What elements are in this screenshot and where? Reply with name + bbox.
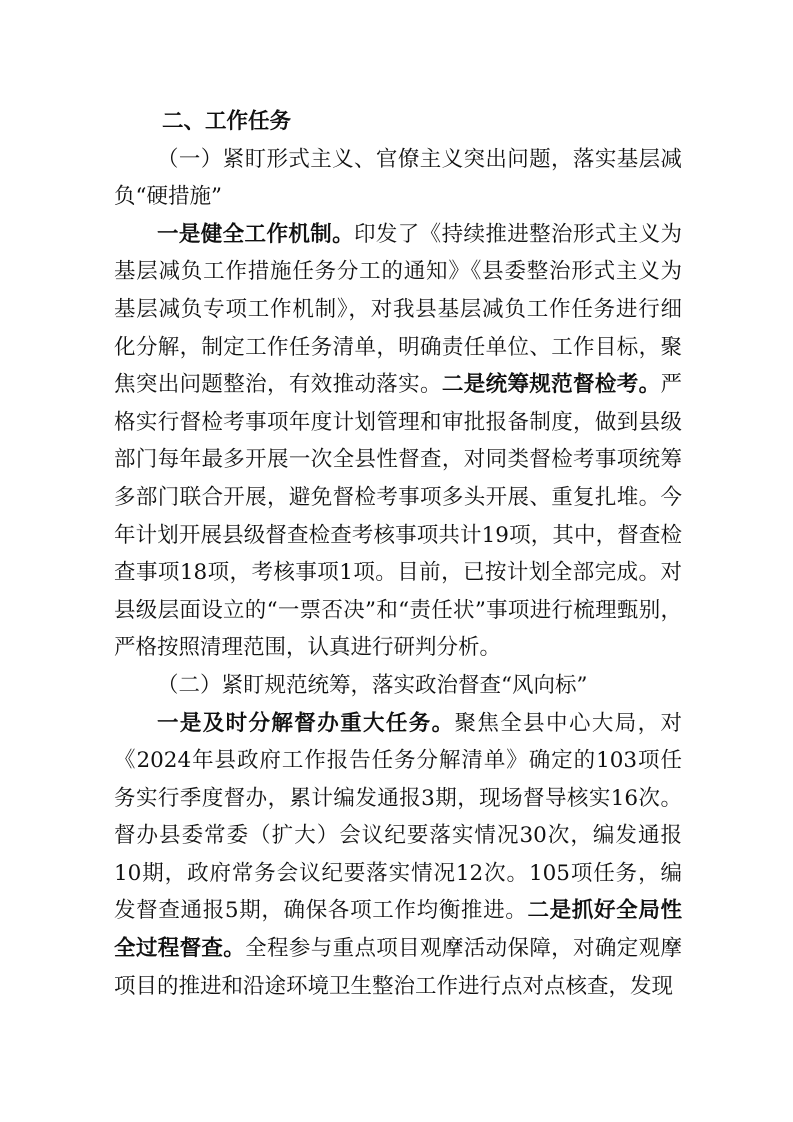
subsection-title-2: （二）紧盯规范统筹，落实政治督查“风向标” [157,672,588,698]
paragraph-2 [114,705,682,1006]
paragraph-2-lead-2: 二是抓好全局性全过程督查。 [114,898,682,962]
paragraph-1-lead-1: 一是健全工作机制。 [157,221,355,247]
paragraph-2-lead-1: 一是及时分解督办重大任务。 [157,710,455,736]
paragraph-1-lead-2: 二是统筹规范督检考。 [441,372,661,398]
paragraph-2-text-1: 聚焦全县中心大局，对《2024年县政府工作报告任务分解清单》确定的103项任务实行季度督办，累计编发通报3期，现场督导核实16次。督办县委常委（扩大）会议纪要落实情况30次，编发通报10期，政府常务会议纪要落实情况12次。105项任务，编发督查通报5期，确保各项工作均衡推进。 [114,710,682,924]
paragraph-1 [114,216,682,667]
paragraph-1-text-2: 严格实行督检考事项年度计划管理和审批报备制度，做到县级部门每年最多开展一次全县性督查，对同类督检考事项统筹多部门联合开展，避免督检考事项多头开展、重复扎堆。今年计划开展县级督查检查考核事项共计19项，其中，督查检查事项18项，考核事项1项。目前，已按计划全部完成。对县级层面设立的“一票否决”和“责任状”事项进行梳理甄别，严格按照清理范围，认真进行研判分析。 [114,372,682,661]
section-heading: 二、工作任务 [162,109,292,134]
document-body [114,103,682,1005]
subsection-title-1: （一）紧盯形式主义、官僚主义突出问题，落实基层减负“硬措施” [114,146,682,210]
paragraph-2-text-2: 全程参与重点项目观摩活动保障，对确定观摩项目的推进和沿途环境卫生整治工作进行点对点核查，发现 [114,936,682,999]
paragraph-1-text-1: 印发了《持续推进整治形式主义为基层减负工作措施任务分工的通知》《县委整治形式主义为基层减负专项工作机制》，对我县基层减负工作任务进行细化分解，制定工作任务清单，明确责任单位、工作目标，聚焦突出问题整治，有效推动落实。 [114,221,682,398]
